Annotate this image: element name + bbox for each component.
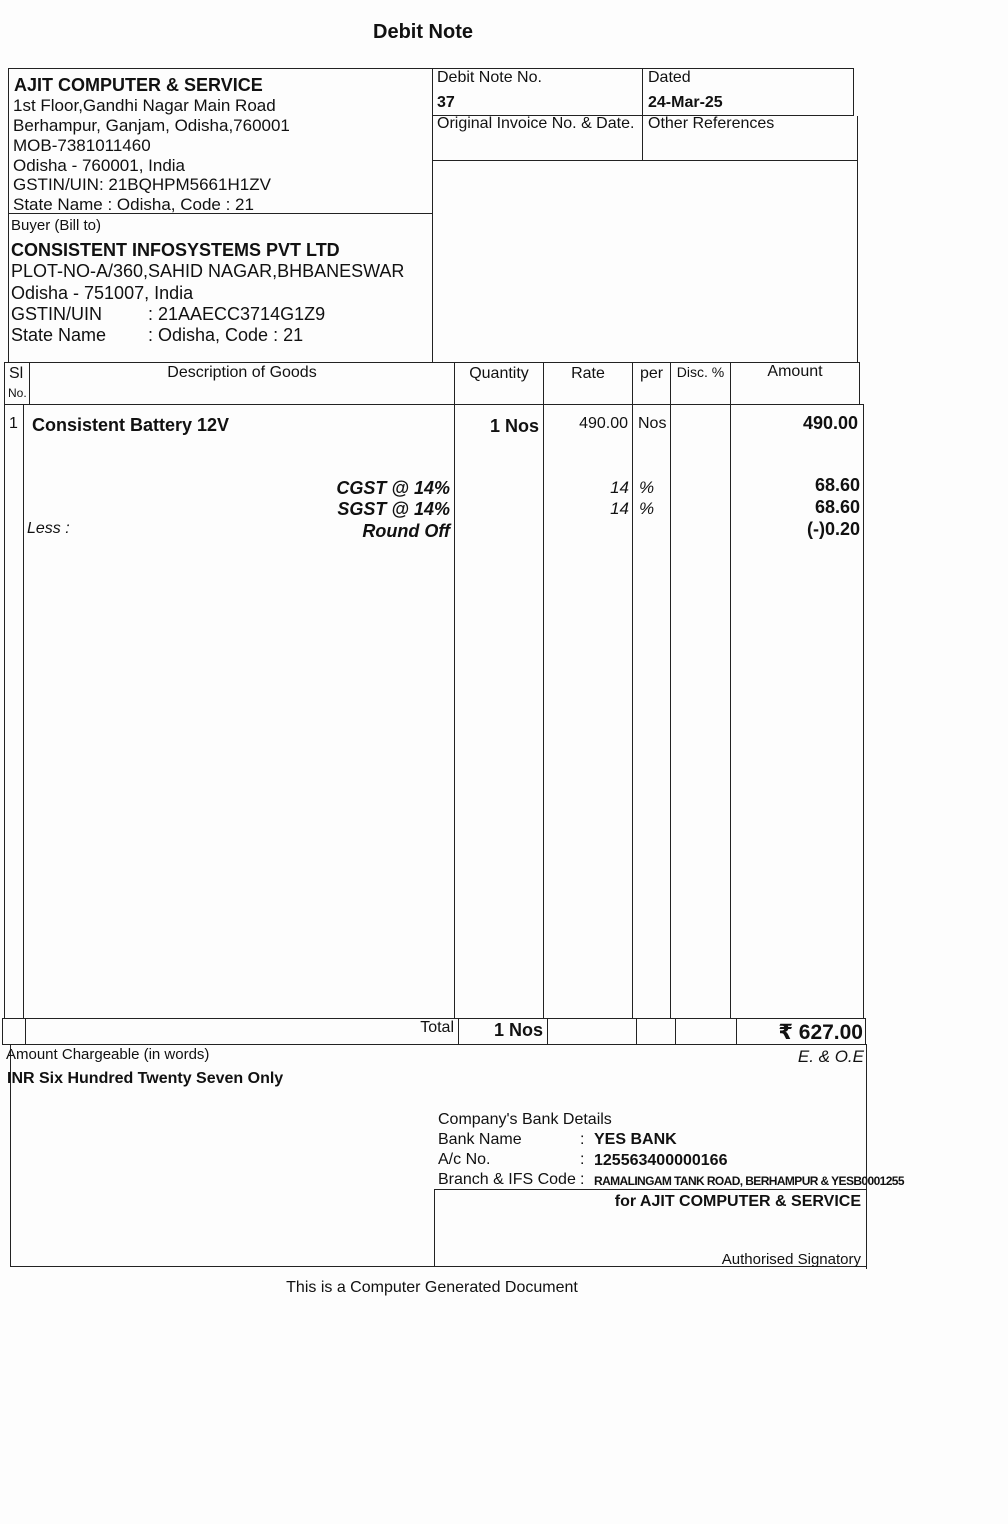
total-label: Total [420, 1019, 454, 1036]
buyer-gstin-label: GSTIN/UIN [11, 304, 103, 324]
eoe-note: E. & O.E [797, 1047, 864, 1066]
buyer-state: : Odisha, Code : 21 [148, 325, 304, 345]
sgst-per: % [639, 499, 655, 518]
total-amount: ₹ 627.00 [778, 1021, 863, 1044]
buyer-gstin: : 21AAECC3714G1Z9 [148, 304, 326, 324]
buyer-label: Buyer (Bill to) [11, 217, 102, 234]
less-label: Less : [27, 520, 70, 537]
original-invoice-label: Original Invoice No. & Date. [437, 115, 635, 132]
buyer-state-label: State Name [11, 325, 107, 345]
bank-name-label: Bank Name [438, 1131, 522, 1148]
document-title: Debit Note [373, 21, 473, 43]
header-sl: Sl [9, 365, 24, 382]
cgst-amount: 68.60 [814, 475, 860, 495]
dated-value: 24-Mar-25 [648, 94, 723, 111]
item-per: Nos [638, 415, 667, 432]
dated-label: Dated [648, 69, 691, 86]
cgst-rate: 14 [610, 478, 629, 497]
item-quantity: 1 Nos [489, 416, 539, 436]
header-rate: Rate [571, 365, 605, 382]
header-per: per [639, 365, 664, 382]
cgst-per: % [639, 478, 655, 497]
seller-state: State Name : Odisha, Code : 21 [13, 195, 254, 214]
bank-name: YES BANK [594, 1131, 677, 1148]
cgst-label: CGST @ 14% [336, 478, 450, 498]
buyer-region: Odisha - 751007, India [11, 283, 194, 303]
seller-gstin: GSTIN/UIN: 21BQHPM5661H1ZV [13, 175, 271, 194]
sgst-rate: 14 [610, 499, 629, 518]
seller-name: AJIT COMPUTER & SERVICE [14, 75, 263, 95]
amount-words-value: INR Six Hundred Twenty Seven Only [7, 1070, 284, 1087]
branch-colon: : [580, 1171, 585, 1188]
debit-note-no: 37 [437, 94, 455, 111]
seller-mobile: MOB-7381011460 [13, 136, 151, 155]
item-sl: 1 [9, 415, 18, 432]
round-off-amount: (-)0.20 [806, 519, 860, 539]
authorised-signatory: Authorised Signatory [721, 1251, 861, 1268]
round-off-label: Round Off [362, 521, 450, 541]
header-amount: Amount [767, 363, 823, 380]
header-disc: Disc. % [676, 364, 725, 380]
seller-address-line2: Berhampur, Ganjam, Odisha,760001 [13, 116, 290, 135]
amount-words-label: Amount Chargeable (in words) [6, 1046, 210, 1063]
item-description: Consistent Battery 12V [32, 415, 230, 435]
item-rate: 490.00 [579, 415, 628, 432]
seller-address-line1: 1st Floor,Gandhi Nagar Main Road [13, 96, 276, 115]
account-label: A/c No. [438, 1151, 491, 1168]
sgst-amount: 68.60 [814, 497, 860, 517]
branch-ifsc: RAMALINGAM TANK ROAD, BERHAMPUR & YESB0001255 [594, 1174, 904, 1188]
buyer-name: CONSISTENT INFOSYSTEMS PVT LTD [11, 240, 340, 260]
account-number: 125563400000166 [594, 1152, 728, 1169]
buyer-address: PLOT-NO-A/360,SAHID NAGAR,BHBANESWAR [11, 261, 405, 281]
bank-name-colon: : [580, 1131, 585, 1148]
other-references-label: Other References [648, 115, 775, 132]
header-sl-no: No. [8, 386, 27, 400]
seller-region: Odisha - 760001, India [13, 156, 186, 175]
debit-note-no-label: Debit Note No. [437, 69, 542, 86]
header-description: Description of Goods [167, 364, 317, 381]
signature-for-line: for AJIT COMPUTER & SERVICE [614, 1193, 861, 1210]
header-quantity: Quantity [469, 365, 529, 382]
account-colon: : [580, 1151, 585, 1168]
total-quantity: 1 Nos [493, 1020, 543, 1040]
bank-title: Company's Bank Details [438, 1111, 612, 1128]
footer-note: This is a Computer Generated Document [286, 1279, 578, 1296]
sgst-label: SGST @ 14% [337, 499, 450, 519]
branch-label: Branch & IFS Code [438, 1171, 576, 1188]
item-amount: 490.00 [802, 413, 858, 433]
